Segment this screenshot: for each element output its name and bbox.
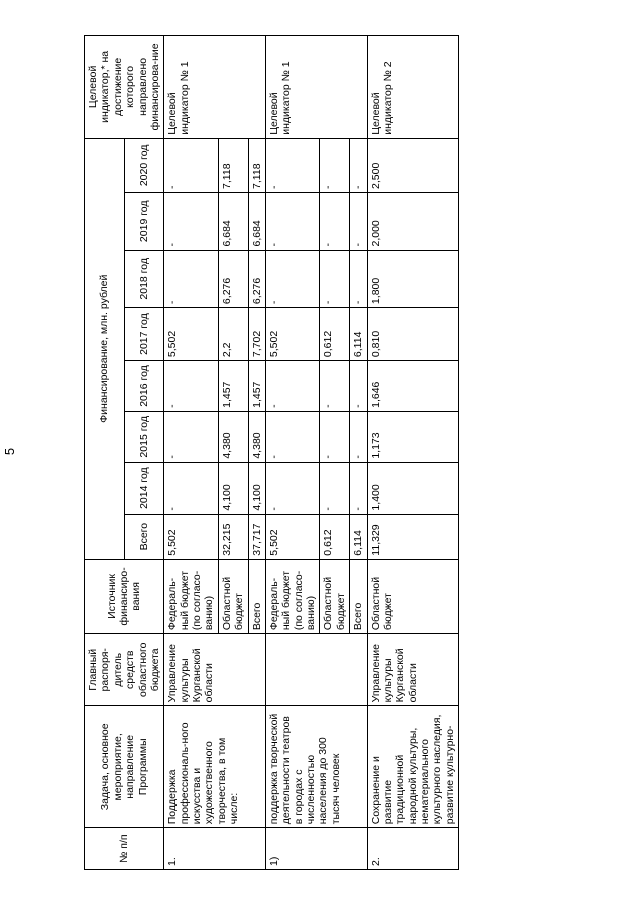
row-manager: Управление культуры Курганской области: [164, 634, 266, 706]
cell-total: 37,717: [248, 514, 265, 559]
cell-value: -: [164, 361, 219, 412]
header-total: Всего: [124, 514, 164, 559]
row-indicator: Целевой индикатор № 2: [367, 36, 459, 139]
cell-value: 1,173: [367, 411, 459, 462]
cell-value: -: [350, 462, 367, 514]
cell-value: 6,114: [350, 308, 367, 361]
row-manager: Управление культуры Курганской области: [367, 634, 459, 706]
cell-total: 5,502: [265, 514, 320, 559]
cell-value: 6,684: [248, 192, 265, 250]
header-year: 2020 год: [124, 138, 164, 192]
cell-value: 4,380: [218, 411, 248, 462]
row-source: Областной бюджет: [320, 559, 350, 633]
row-indicator: Целевой индикатор № 1: [265, 36, 367, 139]
cell-value: 1,457: [218, 361, 248, 412]
cell-value: -: [350, 411, 367, 462]
row-indicator: Целевой индикатор № 1: [164, 36, 266, 139]
cell-total: 6,114: [350, 514, 367, 559]
cell-total: 5,502: [164, 514, 219, 559]
row-source: Федераль-ный бюджет (по согласо-ванию): [164, 559, 219, 633]
row-no: 1.: [164, 828, 266, 870]
cell-value: 1,457: [248, 361, 265, 412]
cell-value: 7,118: [248, 138, 265, 192]
row-task: Поддержка профессиональ-ного искусства и художественного творчества, в том числе:: [164, 706, 266, 828]
cell-value: -: [320, 138, 350, 192]
cell-value: -: [164, 250, 219, 308]
rotated-page-content: [84, 35, 632, 870]
cell-value: -: [320, 192, 350, 250]
cell-value: -: [164, 192, 219, 250]
header-manager: Главный распоря-дитель средств областного бюджета: [85, 634, 164, 706]
cell-value: -: [265, 462, 320, 514]
cell-value: 1,400: [367, 462, 459, 514]
cell-value: 7,118: [218, 138, 248, 192]
header-year: 2018 год: [124, 250, 164, 308]
row-source: Всего: [248, 559, 265, 633]
cell-value: -: [320, 411, 350, 462]
cell-value: 6,276: [218, 250, 248, 308]
cell-value: 6,276: [248, 250, 265, 308]
cell-value: 4,100: [218, 462, 248, 514]
cell-value: 2,500: [367, 138, 459, 192]
cell-value: -: [350, 361, 367, 412]
cell-value: -: [320, 250, 350, 308]
cell-value: 5,502: [164, 308, 219, 361]
header-year: 2017 год: [124, 308, 164, 361]
header-year: 2016 год: [124, 361, 164, 412]
cell-value: -: [265, 192, 320, 250]
cell-value: -: [320, 361, 350, 412]
page-number: 5: [2, 447, 18, 456]
cell-value: 2,2: [218, 308, 248, 361]
header-indicator: Целевой индикатор,* на достижение которого направлено финансирова-ние: [85, 36, 164, 139]
table-row: [164, 36, 219, 870]
cell-value: -: [320, 462, 350, 514]
header-funding: Финансирование, млн. рублей: [85, 138, 125, 559]
table-row: [265, 36, 320, 870]
header-row-1: [85, 36, 125, 870]
cell-value: -: [164, 138, 219, 192]
row-source: Федераль-ный бюджет (по согласо-ванию): [265, 559, 320, 633]
cell-value: -: [350, 192, 367, 250]
header-year: 2015 год: [124, 411, 164, 462]
cell-value: -: [265, 138, 320, 192]
cell-value: 4,100: [248, 462, 265, 514]
cell-value: -: [164, 462, 219, 514]
row-manager: [265, 634, 367, 706]
header-year: 2019 год: [124, 192, 164, 250]
funding-table: [84, 35, 459, 870]
row-no: 2.: [367, 828, 459, 870]
cell-value: -: [350, 250, 367, 308]
header-task: Задача, основное мероприятие, направление Программы: [85, 706, 164, 828]
cell-total: 11,329: [367, 514, 459, 559]
header-source: Источник финансиро-вания: [85, 559, 164, 633]
table-row: [367, 36, 459, 870]
cell-value: -: [265, 411, 320, 462]
cell-value: 4,380: [248, 411, 265, 462]
cell-total: 0,612: [320, 514, 350, 559]
row-task: поддержка творческой деятельности театров в городах с численностью населения до 300 тысяч человек: [265, 706, 367, 828]
header-year: 2014 год: [124, 462, 164, 514]
cell-value: 2,000: [367, 192, 459, 250]
cell-value: 0,612: [320, 308, 350, 361]
row-source: Областной бюджет: [218, 559, 248, 633]
row-source: Всего: [350, 559, 367, 633]
cell-value: 1,646: [367, 361, 459, 412]
cell-value: 6,684: [218, 192, 248, 250]
row-task: Сохранение и развитие традиционной народной культуры, нематериального культурного наследия, развитие культурно-: [367, 706, 459, 828]
cell-value: 0,810: [367, 308, 459, 361]
cell-value: -: [350, 138, 367, 192]
cell-value: 1,800: [367, 250, 459, 308]
header-no: № п/п: [85, 828, 164, 870]
cell-value: 5,502: [265, 308, 320, 361]
cell-value: -: [265, 361, 320, 412]
cell-value: -: [164, 411, 219, 462]
row-source: Областной бюджет: [367, 559, 459, 633]
row-no: 1): [265, 828, 367, 870]
cell-value: -: [265, 250, 320, 308]
cell-value: 7,702: [248, 308, 265, 361]
cell-total: 32,215: [218, 514, 248, 559]
